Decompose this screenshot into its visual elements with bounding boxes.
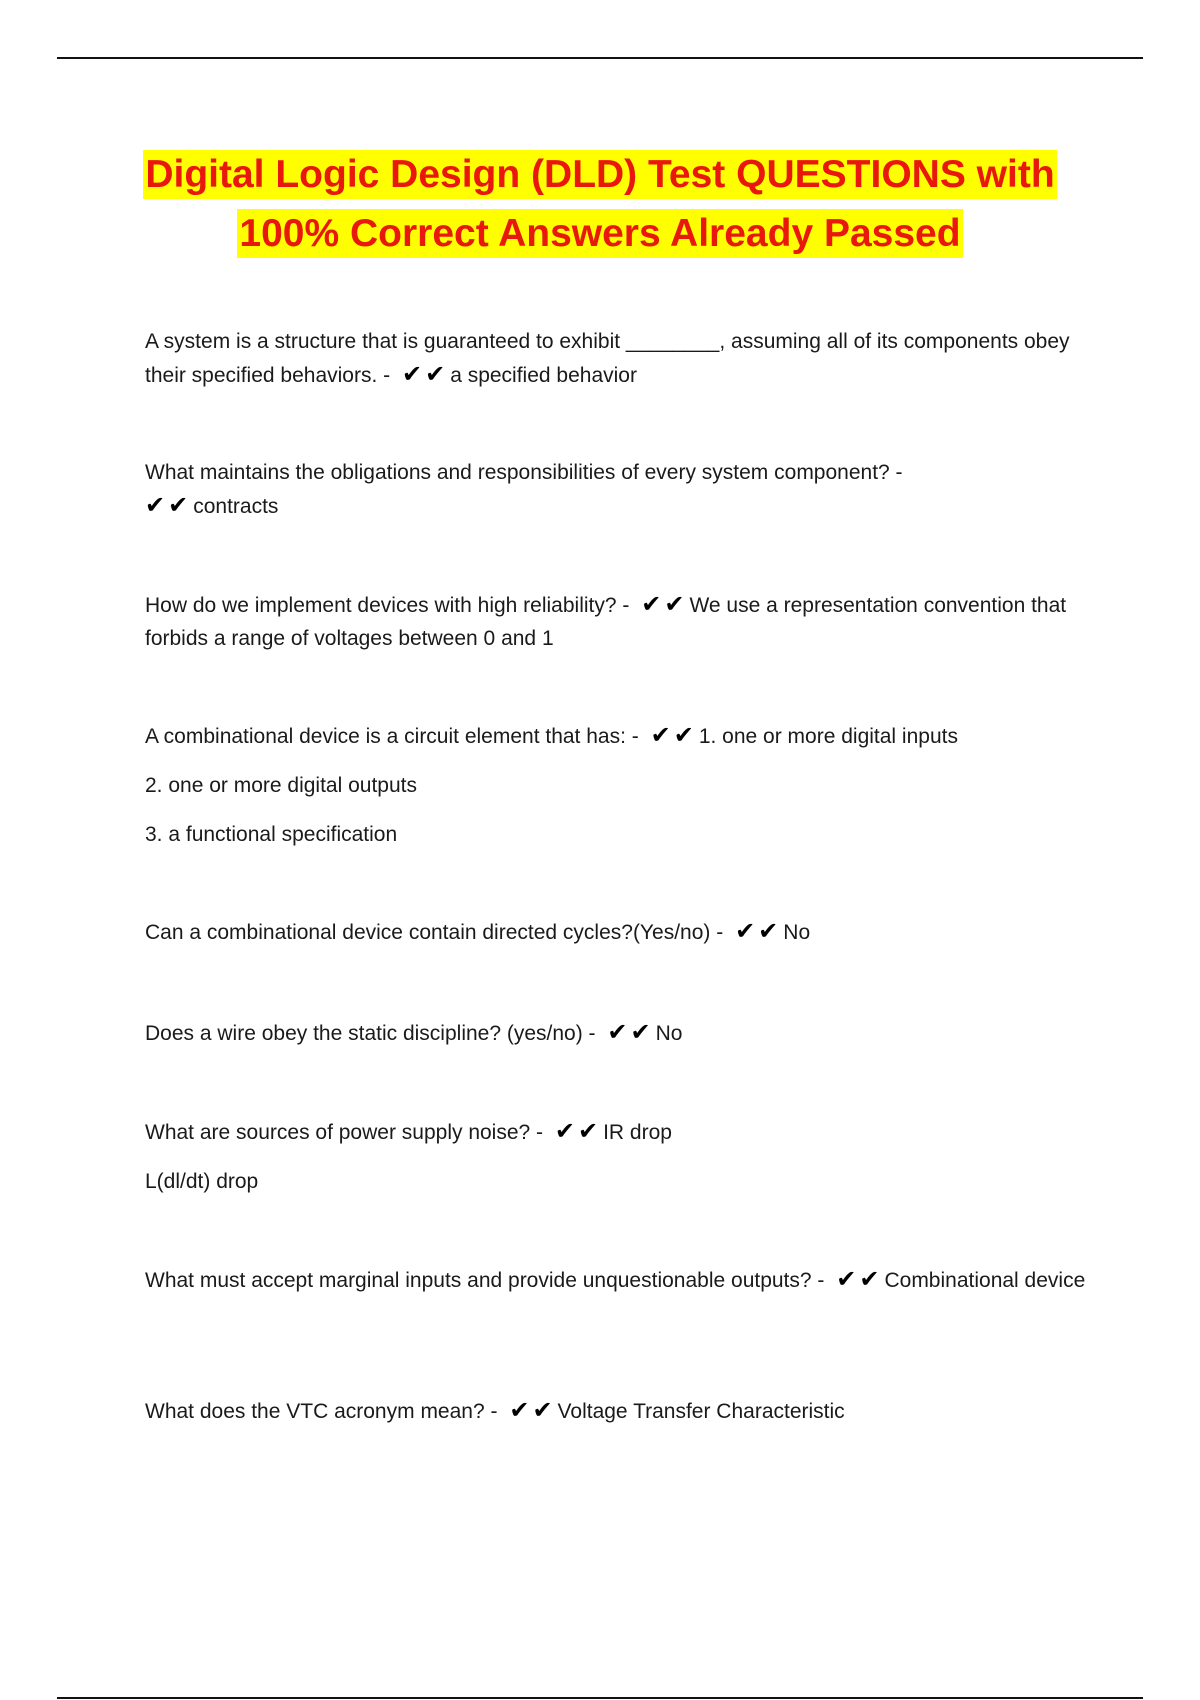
qa-item-3 xyxy=(145,588,1100,655)
answer-extra-line: 2. one or more digital outputs xyxy=(145,774,417,797)
double-check-icon: ✔✔ xyxy=(650,722,697,749)
double-check-icon: ✔✔ xyxy=(554,1118,602,1145)
double-check-icon: ✔✔ xyxy=(641,591,688,618)
answer-text: contracts xyxy=(193,495,279,518)
qa-item-4 xyxy=(145,719,1100,851)
qa-item-5 xyxy=(145,915,1100,949)
answer-text: 1. one or more digital inputs xyxy=(698,725,958,748)
question-text: Can a combinational device contain directed cycles?(Yes/no) - xyxy=(145,921,724,944)
answer-text: Combinational device xyxy=(884,1269,1086,1292)
qa-item-6 xyxy=(145,1016,1100,1050)
title-line-1: Digital Logic Design (DLD) Test QUESTIONS with xyxy=(143,150,1056,199)
document-title xyxy=(100,145,1100,263)
answer-text: No xyxy=(783,921,811,944)
answer-text: a specified behavior xyxy=(450,364,637,387)
bottom-divider xyxy=(57,1697,1143,1699)
answer-text: We use a representation convention that forbids a range of voltages between 0 and 1 xyxy=(145,594,1067,650)
qa-item-7 xyxy=(145,1115,1100,1198)
question-text: What does the VTC acronym mean? - xyxy=(145,1400,498,1423)
double-check-icon: ✔✔ xyxy=(145,492,192,519)
double-check-icon: ✔✔ xyxy=(735,918,782,945)
qa-item-8 xyxy=(145,1263,1100,1297)
title-line-2: 100% Correct Answers Already Passed xyxy=(237,209,962,258)
top-divider xyxy=(57,57,1143,59)
question-text: What must accept marginal inputs and provide unquestionable outputs? - xyxy=(145,1269,825,1292)
double-check-icon: ✔✔ xyxy=(401,361,449,388)
qa-item-2 xyxy=(145,456,1100,523)
qa-item-9 xyxy=(145,1394,1100,1428)
question-text: A combinational device is a circuit element that has: - xyxy=(145,725,639,748)
double-check-icon: ✔✔ xyxy=(836,1266,883,1293)
question-text: What maintains the obligations and responsibilities of every system component? - xyxy=(145,461,903,484)
qa-item-1 xyxy=(145,325,1100,392)
answer-extra-line: L(dl/dt) drop xyxy=(145,1170,259,1193)
question-text: Does a wire obey the static discipline? (yes/no) - xyxy=(145,1022,596,1045)
answer-text: No xyxy=(655,1022,683,1045)
answer-extra-line: 3. a functional specification xyxy=(145,823,398,846)
question-text: What are sources of power supply noise? - xyxy=(145,1121,544,1144)
answer-text: IR drop xyxy=(603,1121,672,1144)
answer-text: Voltage Transfer Characteristic xyxy=(557,1400,845,1423)
question-text: How do we implement devices with high reliability? - xyxy=(145,594,630,617)
double-check-icon: ✔✔ xyxy=(509,1397,556,1424)
double-check-icon: ✔✔ xyxy=(607,1019,654,1046)
question-text: A system is a structure that is guaranteed to exhibit ________, assuming all of its components obey their specified behaviors. - xyxy=(145,330,1070,387)
